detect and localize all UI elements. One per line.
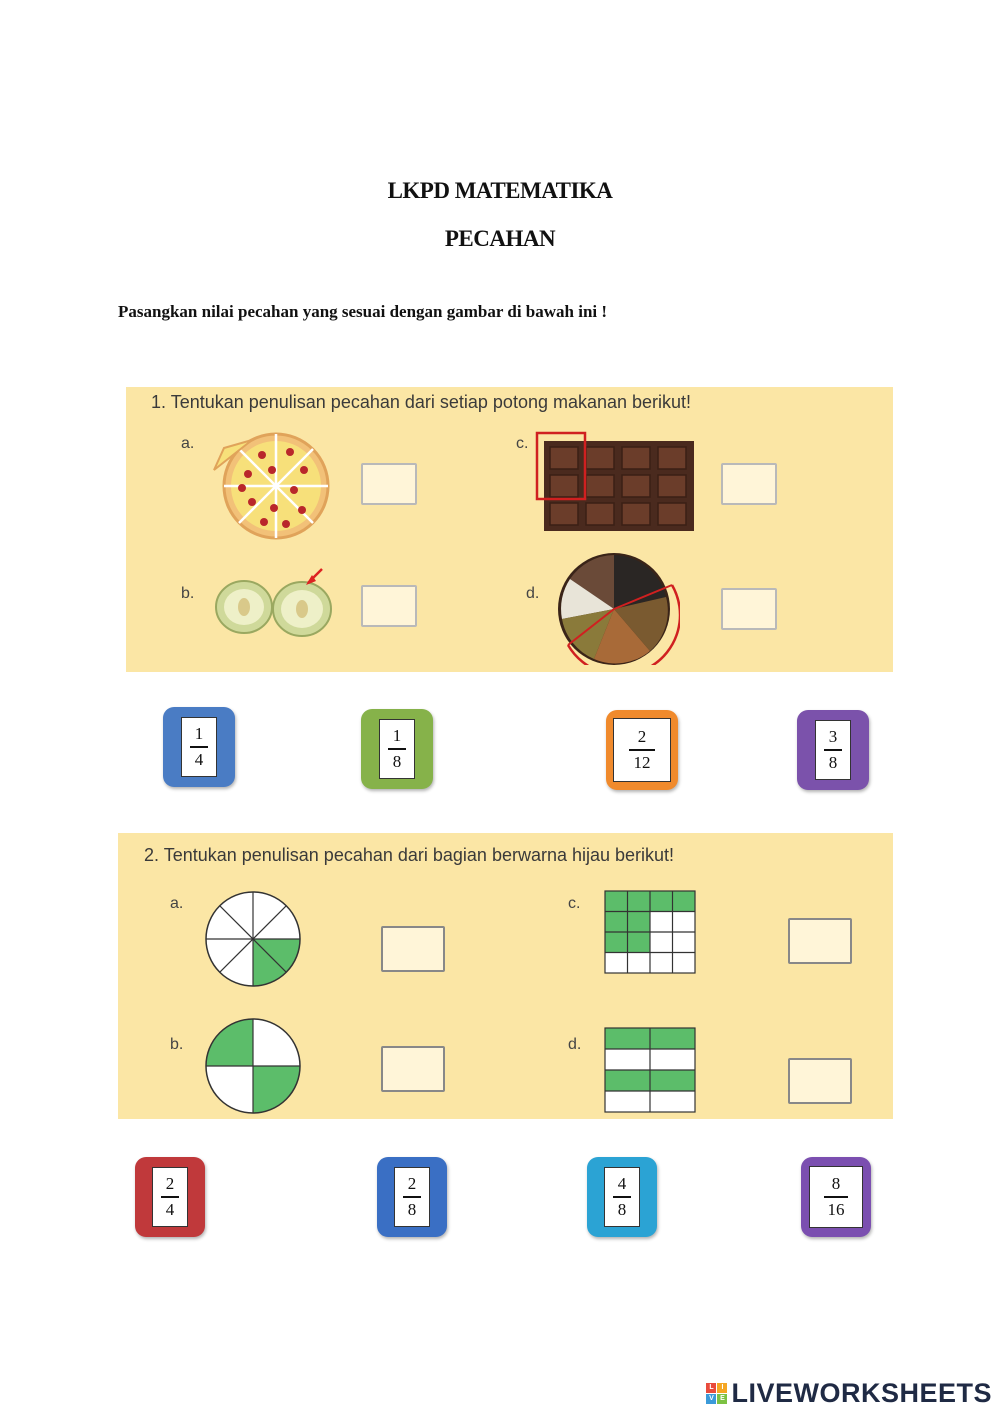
logo-letter: L	[706, 1383, 716, 1393]
item-1b-label: b.	[181, 585, 195, 602]
fraction-tile-2-12[interactable]	[606, 710, 678, 790]
circle-eighths-icon	[204, 890, 302, 988]
brand-name: LIVEWORKSHEETS	[731, 1378, 992, 1408]
liveworksheets-logo-icon	[706, 1383, 727, 1404]
fraction-tile-face	[394, 1167, 430, 1227]
fraction-tile-face	[809, 1166, 863, 1228]
liveworksheets-logo	[706, 1378, 992, 1409]
tile-denominator: 12	[633, 752, 651, 772]
fraction-tile-face	[604, 1167, 640, 1227]
fraction-tile-2-4[interactable]	[135, 1157, 205, 1237]
answer-box-2a[interactable]	[381, 926, 445, 972]
grid-eighths-icon	[604, 1027, 696, 1113]
fraction-bar	[629, 749, 655, 751]
logo-letter: V	[706, 1394, 716, 1404]
logo-letter: I	[717, 1383, 727, 1393]
answer-box-1a[interactable]	[361, 463, 417, 505]
fraction-tile-3-8[interactable]	[797, 710, 869, 790]
fraction-tile-face	[152, 1167, 188, 1227]
fraction-bar	[824, 1196, 848, 1198]
fraction-tile-1-4[interactable]	[163, 707, 235, 787]
tile-denominator: 4	[165, 1199, 175, 1219]
grid-sixteenths-icon	[604, 890, 696, 974]
answer-box-1d[interactable]	[721, 588, 777, 630]
tile-denominator: 4	[194, 749, 204, 769]
circle-quarters-icon	[204, 1017, 302, 1115]
tile-numerator: 4	[617, 1174, 627, 1194]
fraction-tile-face	[379, 719, 415, 779]
answer-box-1b[interactable]	[361, 585, 417, 627]
tile-numerator: 3	[828, 727, 838, 747]
cake-icon	[554, 549, 680, 665]
question-2-text: 2. Tentukan penulisan pecahan dari bagian berwarna hijau berikut!	[144, 845, 675, 865]
fraction-bar	[190, 746, 208, 748]
fraction-bar	[161, 1196, 179, 1198]
tile-numerator: 1	[392, 726, 402, 746]
item-2c-label: c.	[568, 895, 581, 912]
item-1d-label: d.	[526, 585, 540, 602]
instruction-text: Pasangkan nilai pecahan yang sesuai dengan gambar di bawah ini !	[118, 302, 608, 321]
pizza-icon	[212, 430, 336, 540]
fraction-tile-4-8[interactable]	[587, 1157, 657, 1237]
tile-denominator: 8	[617, 1199, 627, 1219]
tile-numerator: 1	[194, 724, 204, 744]
question-1-panel	[126, 387, 893, 672]
answer-box-2d[interactable]	[788, 1058, 852, 1104]
fraction-tile-1-8[interactable]	[361, 709, 433, 789]
chocolate-bar-icon	[534, 431, 698, 533]
tile-denominator: 8	[407, 1199, 417, 1219]
fraction-bar	[613, 1196, 631, 1198]
fraction-bar	[388, 748, 406, 750]
apple-icon	[214, 565, 334, 640]
tile-numerator: 2	[637, 727, 647, 747]
question-2-panel	[118, 833, 893, 1119]
item-2d-label: d.	[568, 1036, 582, 1053]
tile-numerator: 8	[831, 1174, 841, 1194]
question-1-text: 1. Tentukan penulisan pecahan dari setiap potong makanan berikut!	[151, 392, 692, 412]
page-title: LKPD MATEMATIKA	[387, 178, 613, 203]
tile-numerator: 2	[165, 1174, 175, 1194]
page-subtitle: PECAHAN	[444, 226, 556, 251]
fraction-tile-8-16[interactable]	[801, 1157, 871, 1237]
item-2b-label: b.	[170, 1036, 184, 1053]
tile-denominator: 8	[392, 751, 402, 771]
fraction-bar	[824, 749, 842, 751]
fraction-tile-face	[613, 718, 671, 782]
fraction-tile-face	[815, 720, 851, 780]
item-1c-label: c.	[516, 435, 529, 452]
logo-letter: E	[717, 1394, 727, 1404]
answer-box-1c[interactable]	[721, 463, 777, 505]
fraction-tile-face	[181, 717, 217, 777]
tile-numerator: 2	[407, 1174, 417, 1194]
answer-box-2b[interactable]	[381, 1046, 445, 1092]
tile-denominator: 8	[828, 752, 838, 772]
fraction-tile-2-8[interactable]	[377, 1157, 447, 1237]
item-1a-label: a.	[181, 435, 195, 452]
item-2a-label: a.	[170, 895, 184, 912]
tile-denominator: 16	[827, 1199, 845, 1219]
answer-box-2c[interactable]	[788, 918, 852, 964]
fraction-bar	[403, 1196, 421, 1198]
